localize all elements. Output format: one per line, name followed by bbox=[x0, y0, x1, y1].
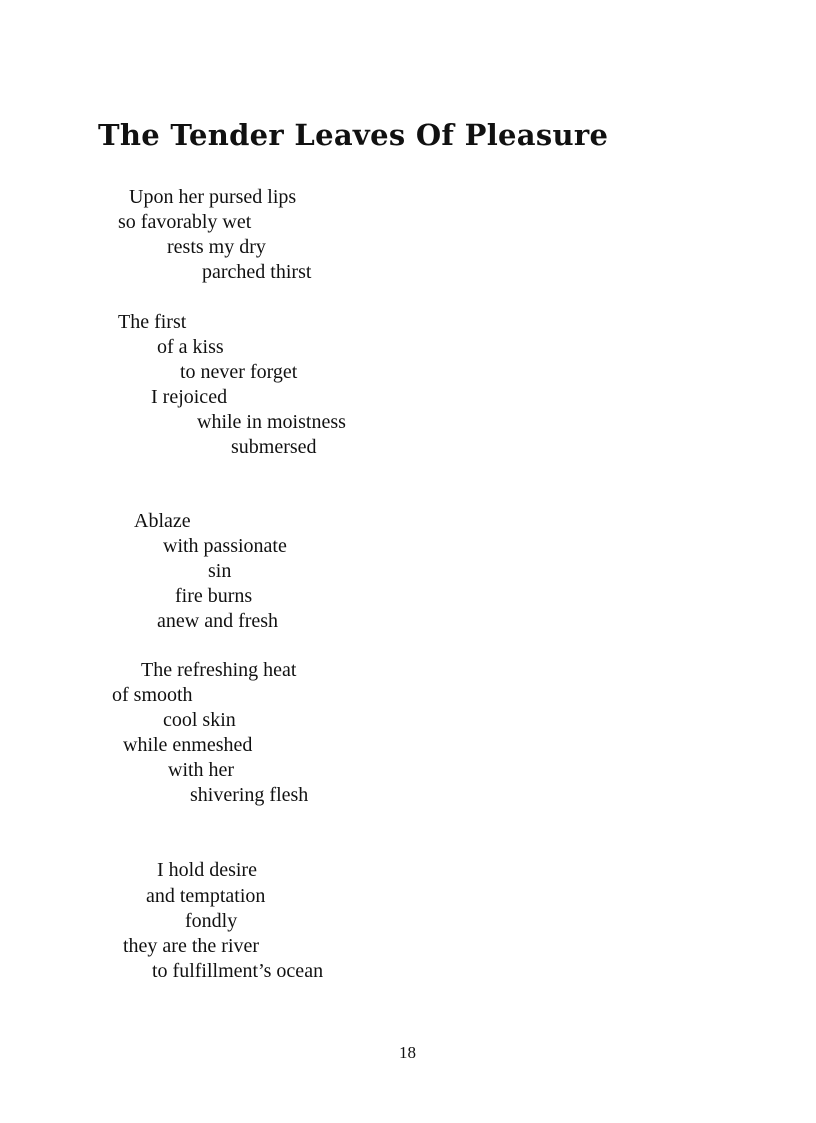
poem-line: The first bbox=[118, 311, 187, 333]
poem-line: and temptation bbox=[146, 885, 266, 907]
poem-line: anew and fresh bbox=[157, 610, 279, 632]
poem-line: they are the river bbox=[123, 935, 260, 957]
poem-line: fire burns bbox=[175, 585, 253, 607]
poem-line: fondly bbox=[185, 910, 238, 932]
poem-line: so favorably wet bbox=[118, 211, 252, 233]
poem-line: while enmeshed bbox=[123, 734, 253, 756]
poem-line: of a kiss bbox=[157, 336, 224, 358]
poem-line: rests my dry bbox=[167, 236, 266, 258]
poem-line: with passionate bbox=[163, 535, 287, 557]
poem-line: shivering flesh bbox=[190, 784, 309, 806]
poem-line: parched thirst bbox=[202, 261, 312, 283]
poem-line: cool skin bbox=[163, 709, 236, 731]
poem-line: to never forget bbox=[180, 361, 298, 383]
poem-line: while in moistness bbox=[197, 411, 346, 433]
poem-line: The refreshing heat bbox=[141, 659, 297, 681]
poem-line: sin bbox=[208, 560, 232, 582]
poem-line: Upon her pursed lips bbox=[129, 186, 297, 208]
poem-title: The Tender Leaves Of Pleasure bbox=[98, 118, 609, 152]
poem-line: I rejoiced bbox=[151, 386, 228, 408]
page-number: 18 bbox=[399, 1043, 416, 1062]
poem-line: to fulfillment’s ocean bbox=[152, 960, 324, 982]
poem-line: of smooth bbox=[112, 684, 193, 706]
poem-line: submersed bbox=[231, 436, 317, 458]
poem-line: Ablaze bbox=[134, 510, 191, 532]
poem-line: with her bbox=[168, 759, 235, 781]
poem-line: I hold desire bbox=[157, 859, 257, 881]
